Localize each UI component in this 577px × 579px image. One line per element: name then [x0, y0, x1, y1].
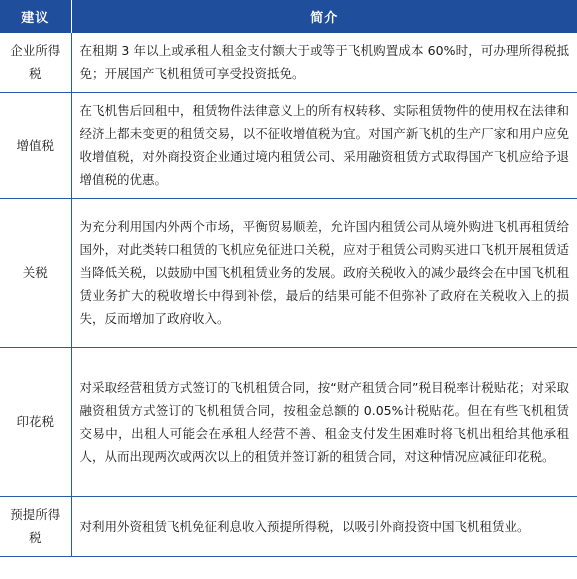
table-row [0, 496, 577, 556]
row-term-vat: 增值税 [0, 92, 71, 198]
row-desc-corporate-income-tax: 在租期 3 年以上或承租人租金支付额大于或等于飞机购置成本 60%时，可办理所得税抵免；开展国产飞机租赁可享受投资抵免。 [71, 33, 577, 92]
row-desc-stamp-duty: 对采取经营租赁方式签订的飞机租赁合同，按“财产租赁合同”税目税率计税贴花；对采取融资租赁方式签订的飞机租赁合同，按租金总额的 0.05%计税贴花。但在有些飞机租赁交易中，出租人可能会在承租人经营不善、租金支付发生困难时将飞机出租给其他承租人，从而出现两次或两次以上的租赁并签订新的租赁合同，对这种情况应减征印花税。 [71, 347, 577, 496]
row-desc-vat: 在飞机售后回租中，租赁物件法律意义上的所有权转移、实际租赁物件的使用权在法律和经济上都未变更的租赁交易，以不征收增值税为宜。对国产新飞机的生产厂家和用户应免收增值税，对外商投资企业通过境内租赁公司、采用融资租赁方式取得国产飞机应给予退增值税的优惠。 [71, 92, 577, 198]
row-term-withholding-tax: 预提所得税 [0, 496, 71, 556]
row-term-customs-duty: 关税 [0, 198, 71, 347]
header-term: 建议 [0, 0, 71, 33]
row-desc-withholding-tax: 对利用外资租赁飞机免征利息收入预提所得税，以吸引外商投资中国飞机租赁业。 [71, 496, 577, 556]
table-row [0, 347, 577, 496]
table-row [0, 92, 577, 198]
row-desc-customs-duty: 为充分利用国内外两个市场，平衡贸易顺差，允许国内租赁公司从境外购进飞机再租赁给国外，对此类转口租赁的飞机应免征进口关税，应对于租赁公司购买进口飞机开展租赁适当降低关税，以鼓励中国飞机租赁业务的发展。政府关税收入的减少最终会在中国飞机租赁业务扩大的税收增长中得到补偿，最后的结果可能不但弥补了政府在关税收入上的损失，反而增加了政府收入。 [71, 198, 577, 347]
table-header-row [0, 0, 577, 33]
row-term-stamp-duty: 印花税 [0, 347, 71, 496]
table-row [0, 198, 577, 347]
row-term-corporate-income-tax: 企业所得税 [0, 33, 71, 92]
table-row [0, 33, 577, 92]
header-desc: 简介 [71, 0, 577, 33]
